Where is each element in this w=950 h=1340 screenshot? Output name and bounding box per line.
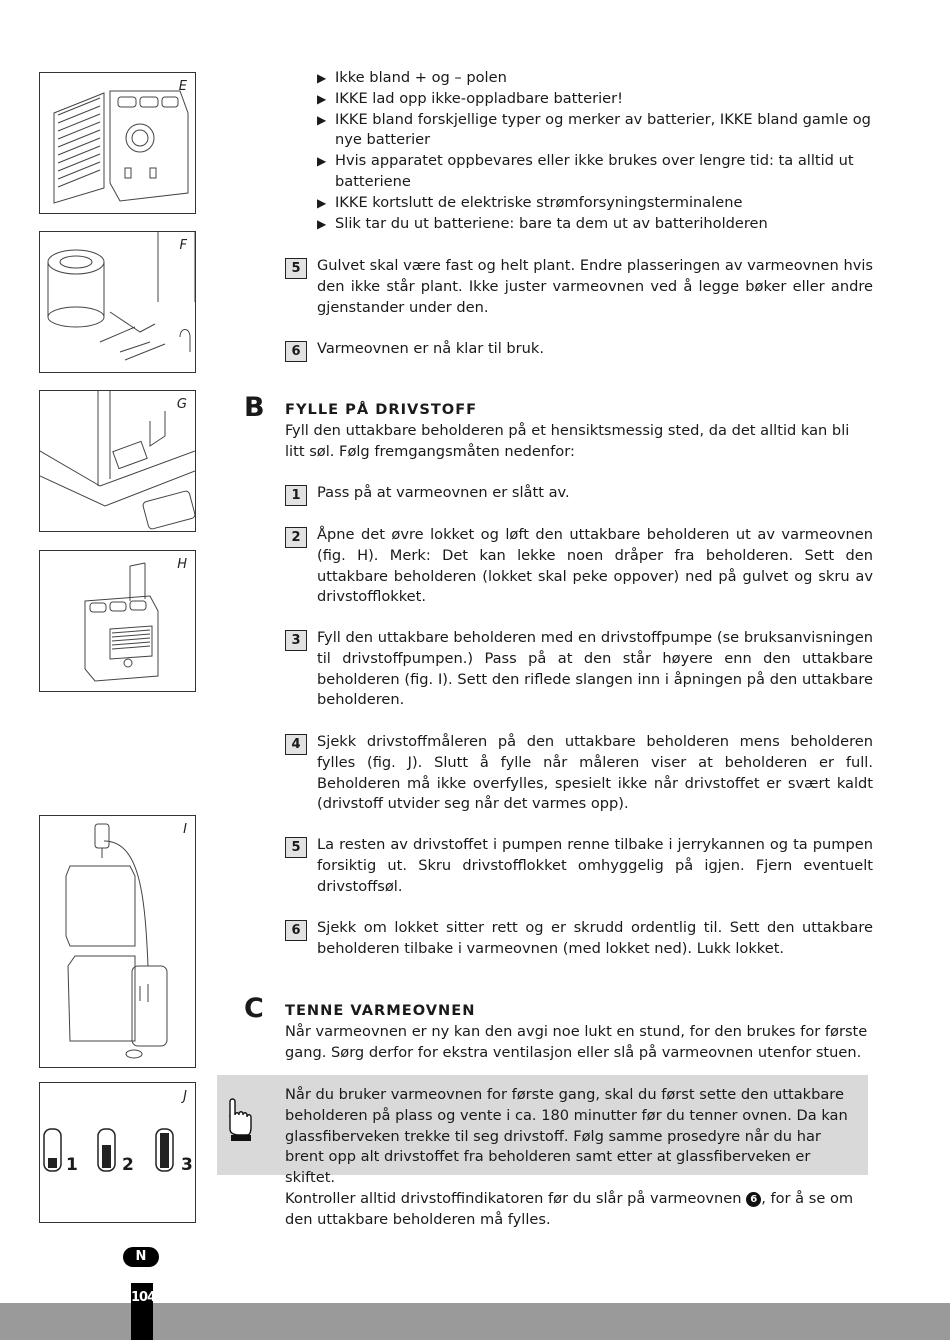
step-number: 2	[285, 527, 307, 548]
arrow-right-icon: ▶	[317, 195, 327, 210]
arrow-right-icon: ▶	[317, 154, 327, 169]
step-number: 6	[285, 341, 307, 362]
tank-removal-illustration	[40, 551, 195, 691]
arrow-right-icon: ▶	[317, 71, 327, 85]
pointing-hand-icon	[227, 1097, 253, 1141]
step-text: La resten av drivstoffet i pumpen renne tilbake i jerrykannen og ta pumpen forsiktig ut. Skru drivstofflokket omhyggelig på igjen. Fjern eventuelt drivstoffsøl.	[317, 836, 873, 895]
figure-j	[39, 1082, 196, 1223]
step-b-2	[285, 525, 873, 608]
gauge-2-fill	[102, 1145, 111, 1168]
gauge-label-2: 2	[122, 1155, 134, 1175]
section-letter: C	[244, 993, 264, 1024]
list-item: ▶ Hvis apparatet oppbevares eller ikke brukes over lengre tid: ta alltid ut batteriene	[317, 152, 854, 190]
section-heading: TENNE VARMEOVNEN	[285, 1002, 476, 1019]
figure-label: H	[177, 557, 187, 572]
step-b-1	[285, 483, 873, 504]
step-b-6	[285, 918, 873, 960]
figure-e	[39, 72, 196, 214]
gauge-label-1: 1	[66, 1155, 78, 1175]
figure-label: F	[179, 238, 187, 253]
step-text: Sjekk om lokket sitter rett og er skrudd ordentlig til. Sett den uttakbare beholderen tilbake i varmeovnen (med lokket ned). Lukk lokket.	[317, 919, 873, 957]
section-letter: B	[244, 392, 265, 423]
step-number: 5	[285, 258, 307, 279]
step-6-ready	[285, 339, 873, 360]
figure-label: G	[176, 397, 187, 412]
arrow-right-icon: ▶	[317, 112, 327, 127]
figure-label: J	[183, 1089, 187, 1104]
step-number: 5	[285, 837, 307, 858]
figure-h	[39, 550, 196, 692]
battery-warning-list	[317, 68, 872, 234]
section-intro: Når varmeovnen er ny kan den avgi noe lukt en stund, for den brukes for første gang. Sørg derfor for ekstra ventilasjon eller slå på varmeovnen utenfor stuen.	[285, 1023, 868, 1061]
step-b-4	[285, 732, 873, 815]
list-item: ▶ IKKE lad opp ikke-oppladbare batterier!	[317, 89, 872, 110]
gauge-1-fill	[48, 1158, 57, 1168]
gauge-3-fill	[160, 1133, 169, 1168]
fuel-gauge-illustration	[40, 1083, 195, 1222]
gauge-label-3: 3	[181, 1155, 193, 1175]
step-5-floor	[285, 256, 873, 318]
step-text: Pass på at varmeovnen er slått av.	[317, 484, 570, 501]
step-text: Åpne det øvre lokket og løft den uttakbare beholderen ut av varmeovnen (fig. H). Merk: Det kan lekke noen dråper fra beholderen. Sett den uttakbare beholderen (lokket skal peke oppover) ned på gulvet og skru av drivstofflokket.	[317, 526, 873, 606]
list-item: ▶ IKKE bland forskjellige typer og merker av batterier, IKKE bland gamle og nye batterier	[317, 110, 871, 149]
figure-g	[39, 390, 196, 532]
heater-door-open-illustration	[40, 73, 195, 213]
heater-side-detail-illustration	[40, 391, 195, 531]
step-text: Varmeovnen er nå klar til bruk.	[317, 340, 545, 357]
section-heading: FYLLE PÅ DRIVSTOFF	[285, 401, 478, 418]
step-b-3	[285, 628, 873, 711]
page-number: 104	[131, 1290, 156, 1305]
step-number: 1	[285, 485, 307, 506]
figure-i	[39, 815, 196, 1068]
list-item: ▶ Slik tar du ut batteriene: bare ta dem ut av batteriholderen	[317, 214, 872, 235]
final-instruction: Kontroller alltid drivstoffindikatoren før du slår på varmeovnen 6 , for å se om den uttakbare beholderen må fylles.	[285, 1190, 854, 1228]
list-item: ▶ IKKE kortslutt de elektriske strømforsyningsterminalene	[317, 193, 872, 214]
section-intro: Fyll den uttakbare beholderen på et hensiktsmessig sted, da det alltid kan bli litt søl. Følg fremgangsmåten nedenfor:	[285, 422, 850, 460]
step-number: 4	[285, 734, 307, 755]
arrow-right-icon: ▶	[317, 91, 327, 106]
step-text: Gulvet skal være fast og helt plant. Endre plasseringen av varmeovnen hvis den ikke står plant. Ikke juster varmeovnen ved å legge bøker eller andre gjenstander under den.	[317, 257, 873, 316]
step-number: 3	[285, 630, 307, 651]
first-use-note	[217, 1075, 868, 1187]
figure-label: I	[183, 822, 187, 837]
indicator-ref-badge: 6	[746, 1192, 761, 1207]
arrow-right-icon: ▶	[317, 216, 327, 231]
figure-f	[39, 231, 196, 373]
step-b-5	[285, 835, 873, 897]
list-item: ▶ Ikke bland + og – polen	[317, 68, 872, 89]
step-text: Fyll den uttakbare beholderen med en drivstoffpumpe (se bruksanvisningen til drivstoffpumpen.) Pass på at den står høyere enn den uttakbare beholderen (fig. I). Sett den riflede slangen inn i åpningen på den uttakbare beholderen.	[317, 629, 873, 709]
step-number: 6	[285, 920, 307, 941]
note-text: Når du bruker varmeovnen for første gang, skal du først sette den uttakbare beholderen på plass og vente i ca. 180 minutter før du tenner ovnen. Da kan glassfiberveken trekke til seg drivstoff. Følg samme prosedyre når du har brent opp alt drivstoffet fra beholderen samt etter at glassfiberveken er skiftet.	[285, 1086, 848, 1187]
step-text: Sjekk drivstoffmåleren på den uttakbare beholderen mens beholderen fylles (fig. J). Slutt å fylle når måleren viser at beholderen er full. Beholderen må ikke overfylles, spesielt ikke når drivstoffet er svært kaldt (drivstoff utvider seg når det varmes opp).	[317, 733, 873, 813]
pump-refill-illustration	[40, 816, 195, 1067]
figure-label: E	[178, 79, 187, 94]
wick-assembly-illustration	[40, 232, 195, 372]
language-badge: N	[123, 1247, 159, 1267]
